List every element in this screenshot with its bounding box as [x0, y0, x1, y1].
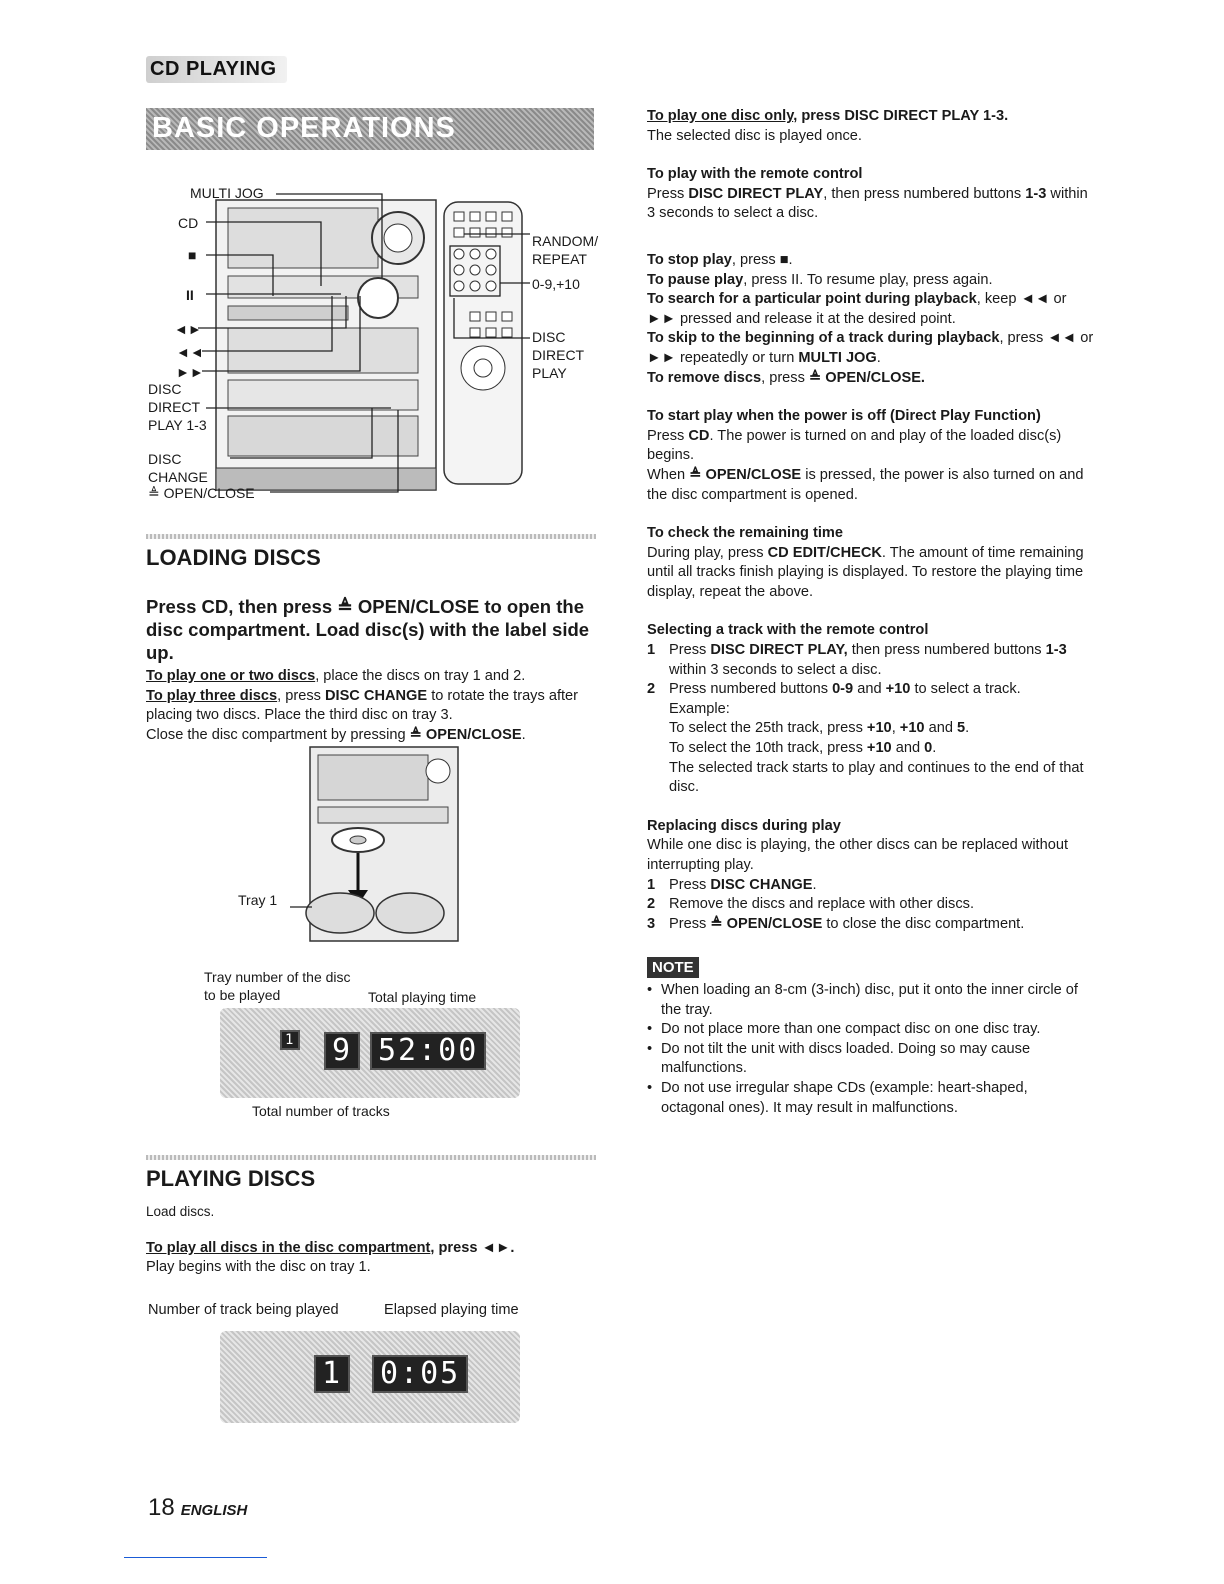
- page-footer: [148, 1494, 247, 1522]
- select-block: [647, 621, 1094, 797]
- tray-illustration: [230, 745, 470, 945]
- one-disc-rest: , press DISC DIRECT PLAY 1-3.: [793, 108, 1009, 124]
- search-rest: , keep ◄◄ or ►► pressed and release it at the desired point.: [647, 291, 1067, 327]
- remove-rest: , press: [761, 369, 809, 386]
- direct-p1a: Press: [647, 427, 689, 444]
- display1-bottom-label: Total number of tracks: [252, 1103, 390, 1119]
- loading-p3-b: ≜ OPEN/CLOSE: [409, 726, 522, 743]
- ex2c: and: [891, 740, 925, 757]
- label-stop: ■: [188, 247, 197, 263]
- one-disc-p: The selected disc is played once.: [647, 127, 862, 144]
- display1-left-label: Tray number of the disc to be played: [204, 969, 351, 1003]
- display1-tracks: 9: [324, 1032, 360, 1070]
- note-text-1: When loading an 8-cm (3-inch) disc, put it onto the inner circle of the tray.: [661, 982, 1078, 1018]
- pause-b: To pause play: [647, 271, 744, 288]
- banner-title: BASIC OPERATIONS: [152, 112, 456, 144]
- ex1a: To select the 25th track, press: [669, 720, 867, 737]
- replace-text: While one disc is playing, the other discs can be replaced without interrupting play.: [647, 837, 1069, 873]
- ex1b: +10: [866, 720, 892, 737]
- label-multi-jog: MULTI JOG: [190, 185, 264, 201]
- rep-1a: Press: [669, 876, 711, 893]
- ex2d: 0: [924, 740, 933, 757]
- search-b: To search for a particular point during playback: [647, 291, 977, 308]
- label-disc-direct-play-3: PLAY: [532, 365, 567, 381]
- section-tag: CD PLAYING: [146, 56, 287, 83]
- label-play: ◄►: [174, 321, 202, 337]
- direct-p2c: is pressed, the power is also turned on and the disc compartment is opened.: [647, 466, 1084, 503]
- remote-block: [647, 165, 1094, 224]
- select-1e: within 3 seconds to select a disc.: [669, 661, 882, 678]
- loading-title: LOADING DISCS: [146, 545, 321, 570]
- remote-p2: , then press numbered buttons: [823, 185, 1026, 202]
- display2-track: 1: [314, 1355, 350, 1393]
- note-text-2: Do not place more than one compact disc on one disc tray.: [661, 1021, 1041, 1038]
- note-text-3: Do not tilt the unit with discs loaded. Doing so may cause malfunctions.: [661, 1040, 1031, 1077]
- label-disc-change-2: CHANGE: [148, 469, 208, 485]
- stereo-illustration: [146, 178, 599, 508]
- skip-line: [647, 329, 1094, 368]
- label-rew: ◄◄: [176, 344, 204, 360]
- loading-p2-rest: to rotate the trays after placing two discs. Place the third disc on tray 3.: [146, 687, 579, 724]
- select-step-1: 1 Press DISC DIRECT PLAY, then press numbered buttons 1-3 within 3 seconds to select a disc.: [647, 642, 1067, 678]
- label-num-keys: 0-9,+10: [532, 276, 580, 292]
- stop-b: To stop play: [647, 251, 732, 268]
- loading-p2: [146, 687, 596, 726]
- skip-b: To skip to the beginning of a track during playback: [647, 330, 1000, 347]
- playing-title: PLAYING DISCS: [146, 1166, 316, 1191]
- one-disc-block: [647, 107, 1094, 146]
- remote-text: [647, 185, 1094, 224]
- remote-heading: To play with the remote control: [647, 166, 863, 183]
- rep-3c: to close the disc compartment.: [822, 915, 1025, 932]
- label-disc-direct-play13-3: PLAY 1-3: [148, 417, 207, 433]
- select-2a: Press numbered buttons: [669, 681, 833, 698]
- select-1a: Press: [669, 642, 711, 659]
- select-2d: +10: [885, 681, 911, 698]
- playing-p2-rest: , press ◄►.: [430, 1239, 515, 1256]
- replace-block: [647, 817, 1094, 935]
- replace-step-1: 1 Press DISC CHANGE.: [647, 876, 817, 893]
- stereo-figure: [146, 178, 599, 508]
- note-item: • When loading an 8-cm (3-inch) disc, put it onto the inner circle of the tray.: [647, 981, 1094, 1020]
- direct-p2: [647, 466, 1094, 505]
- display1-lcd: [220, 1008, 520, 1098]
- replace-heading: Replacing discs during play: [647, 817, 841, 834]
- label-tray1: Tray 1: [238, 892, 278, 908]
- right-column: [647, 107, 1094, 953]
- loading-p1-rest: , place the discs on tray 1 and 2.: [315, 668, 526, 684]
- display1-time: 52:00: [370, 1032, 486, 1070]
- page-number: 18: [148, 1494, 175, 1521]
- remain-b: CD EDIT/CHECK: [767, 544, 882, 561]
- playing-p2: [146, 1239, 596, 1259]
- display2-right-label: Elapsed playing time: [384, 1302, 519, 1318]
- direct-p1: [647, 427, 1094, 466]
- one-disc-line: [647, 107, 1094, 127]
- loading-p3-pre: Close the disc compartment by pressing: [146, 726, 410, 743]
- select-1b: DISC DIRECT PLAY,: [710, 642, 848, 659]
- display1-figure: [204, 968, 524, 1119]
- skip-b2: MULTI JOG: [798, 349, 877, 366]
- pause-line: [647, 271, 1094, 291]
- select-2b: 0-9: [832, 681, 854, 698]
- select-step-2: 2 Press numbered buttons 0-9 and +10 to select a track. Example: To select the 25th track, press +10, +10 and 5. To select the 10th track, press +10 and 0. The selected track starts to play and continues to the end of that disc.: [647, 681, 1084, 796]
- note-badge: NOTE: [647, 957, 699, 978]
- remove-b2: ≜ OPEN/CLOSE.: [808, 369, 925, 386]
- label-disc-direct-play13-2: DIRECT: [148, 399, 201, 415]
- label-disc-direct-play-1: DISC: [532, 329, 566, 345]
- playing-p2-u: To play all discs in the disc compartment: [146, 1239, 431, 1256]
- one-disc-u: To play one disc only: [647, 108, 794, 124]
- skip-end: .: [876, 349, 881, 366]
- remain-p2: . The amount of time remaining until all tracks finish playing is displayed. To restore the playing time display, repeat the above.: [647, 544, 1084, 600]
- ex2e: .: [932, 740, 937, 757]
- skip-rest: , press ◄◄ or ►► repeatedly or turn: [647, 330, 1094, 366]
- loading-p2-mid: , press: [277, 687, 325, 704]
- note-list: [647, 981, 1094, 1118]
- label-disc-direct-play-2: DIRECT: [532, 347, 585, 363]
- note-item: • Do not use irregular shape CDs (example: heart-shaped, octagonal ones). It may result in malfunctions.: [647, 1079, 1094, 1118]
- select-2e: to select a track.: [910, 681, 1021, 698]
- example-label: Example:: [669, 700, 730, 717]
- loading-lead: Press CD, then press ≜ OPEN/CLOSE to open the disc compartment. Load disc(s) with the label side up.: [146, 596, 590, 663]
- select-heading: Selecting a track with the remote control: [647, 622, 929, 639]
- section-rule: [146, 534, 596, 539]
- note-item: • Do not place more than one compact disc on one disc tray.: [647, 1020, 1094, 1040]
- search-line: [647, 290, 1094, 329]
- ex3: The selected track starts to play and continues to the end of that disc.: [669, 759, 1084, 796]
- select-1d: 1-3: [1045, 642, 1067, 659]
- replace-step-2: 2 Remove the discs and replace with other discs.: [647, 895, 1094, 915]
- remote-p3: within 3 seconds to select a disc.: [647, 185, 1088, 222]
- ex2a: To select the 10th track, press: [669, 740, 867, 757]
- direct-block: [647, 407, 1094, 505]
- remote-b2: 1-3: [1025, 185, 1047, 202]
- ex2b: +10: [866, 740, 892, 757]
- label-open-close: ≜ OPEN/CLOSE: [148, 485, 255, 501]
- loading-p2-b: DISC CHANGE: [324, 687, 428, 704]
- ex1g: .: [965, 720, 970, 737]
- stop-rest: , press ■.: [731, 251, 793, 268]
- note-item: • Do not tilt the unit with discs loaded. Doing so may cause malfunctions.: [647, 1040, 1094, 1079]
- label-random-1: RANDOM/: [532, 233, 599, 249]
- footer-lang: ENGLISH: [180, 1502, 248, 1519]
- rep-3a: Press: [669, 915, 711, 932]
- direct-p1b: CD: [688, 427, 710, 444]
- label-cd: CD: [178, 215, 199, 231]
- tray-figure: [230, 745, 470, 945]
- ex1c: ,: [891, 720, 900, 737]
- display1-right-label: Total playing time: [368, 989, 477, 1005]
- banner: [146, 108, 594, 150]
- direct-p2b: ≜ OPEN/CLOSE: [689, 466, 802, 483]
- label-random-2: REPEAT: [532, 251, 587, 267]
- display2-left-label: Number of track being played: [148, 1302, 339, 1318]
- remote-p1: Press: [647, 185, 689, 202]
- display2-time: 0:05: [372, 1355, 468, 1393]
- rep-1b: DISC CHANGE: [710, 876, 813, 893]
- display1-tray: 1: [280, 1030, 300, 1050]
- rep-3b: ≜ OPEN/CLOSE: [710, 915, 823, 932]
- playing-section: [146, 1155, 596, 1278]
- loading-section: [146, 534, 596, 745]
- bottom-rule: [124, 1557, 267, 1558]
- select-1c: then press numbered buttons: [847, 642, 1046, 659]
- loading-p3: [146, 726, 596, 746]
- direct-p2a: When: [647, 466, 690, 483]
- ex1e: and: [924, 720, 958, 737]
- note-text-4: Do not use irregular shape CDs (example: heart-shaped, octagonal ones). It may result in malfunctions.: [661, 1079, 1028, 1116]
- label-disc-change-1: DISC: [148, 451, 182, 467]
- rep-2: Remove the discs and replace with other discs.: [669, 896, 974, 913]
- loading-p2-u: To play three discs: [146, 687, 278, 704]
- remain-heading: To check the remaining time: [647, 525, 843, 542]
- section-rule-2: [146, 1155, 596, 1160]
- ex1d: +10: [899, 720, 925, 737]
- loading-p3-end: .: [521, 726, 526, 743]
- loading-p1: [146, 667, 596, 687]
- direct-p1c: . The power is turned on and play of the loaded disc(s) begins.: [647, 427, 1062, 464]
- controls-block: [647, 251, 1094, 388]
- remote-b1: DISC DIRECT PLAY: [688, 185, 824, 202]
- remain-block: [647, 524, 1094, 602]
- pause-rest: , press II. To resume play, press again.: [743, 271, 993, 288]
- playing-p3: Play begins with the disc on tray 1.: [146, 1259, 371, 1276]
- label-disc-direct-play13-1: DISC: [148, 381, 182, 397]
- remain-p1: During play, press: [647, 544, 768, 561]
- ex1f: 5: [957, 720, 966, 737]
- display2-lcd: [220, 1331, 520, 1423]
- playing-p1: Load discs.: [146, 1204, 215, 1219]
- stop-line: [647, 251, 1094, 271]
- direct-heading: To start play when the power is off (Direct Play Function): [647, 408, 1041, 425]
- label-ff: ►►: [176, 364, 204, 380]
- label-pause: II: [186, 287, 194, 303]
- loading-p1-u: To play one or two discs: [146, 668, 316, 684]
- replace-step-3: 3 Press ≜ OPEN/CLOSE to close the disc compartment.: [647, 915, 1025, 932]
- select-2c: and: [853, 681, 886, 698]
- remove-line: [647, 369, 1094, 389]
- remove-b: To remove discs: [647, 369, 762, 386]
- remain-text: [647, 544, 1094, 603]
- rep-1c: .: [812, 876, 817, 893]
